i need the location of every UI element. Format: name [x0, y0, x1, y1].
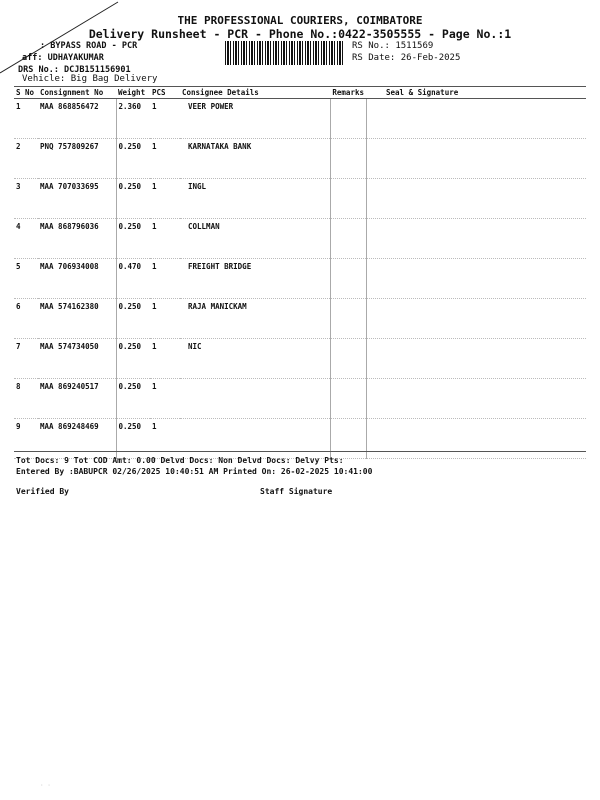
row-pcs: 1 — [150, 339, 180, 379]
row-sno: 1 — [14, 99, 38, 139]
row-consignee: VEER POWER — [180, 99, 330, 139]
col-header-consignment: Consignment No — [38, 87, 116, 99]
row-consignment-no: MAA 869248469 — [38, 419, 116, 459]
row-pcs: 1 — [150, 259, 180, 299]
row-remarks — [330, 379, 366, 419]
row-weight: 0.250 — [116, 179, 150, 219]
rs-date: RS Date: 26-Feb-2025 — [352, 53, 461, 63]
row-consignment-no: MAA 707033695 — [38, 179, 116, 219]
row-signature-cell — [366, 99, 586, 139]
rs-number: RS No.: 1511569 — [352, 41, 434, 51]
barcode — [225, 41, 345, 65]
row-signature-cell — [366, 179, 586, 219]
row-sno: 7 — [14, 339, 38, 379]
row-pcs: 1 — [150, 99, 180, 139]
table-row — [14, 99, 586, 139]
row-pcs: 1 — [150, 219, 180, 259]
row-sno: 3 — [14, 179, 38, 219]
table-header-row — [14, 87, 586, 99]
row-pcs: 1 — [150, 179, 180, 219]
row-signature-cell — [366, 339, 586, 379]
row-consignment-no: MAA 706934008 — [38, 259, 116, 299]
scan-speck: · · — [40, 782, 51, 789]
row-sno: 4 — [14, 219, 38, 259]
row-remarks — [330, 219, 366, 259]
runsheet-title: Delivery Runsheet - PCR - Phone No.:0422-3505555 - Page No.:1 — [88, 27, 512, 41]
table-row — [14, 219, 586, 259]
verified-by-label: Verified By — [16, 487, 69, 496]
staff-signature-label: Staff Signature — [260, 487, 333, 496]
row-remarks — [330, 99, 366, 139]
row-weight: 0.250 — [116, 379, 150, 419]
row-remarks — [330, 179, 366, 219]
row-consignment-no: MAA 869240517 — [38, 379, 116, 419]
col-header-consignee: Consignee Details — [180, 87, 330, 99]
row-signature-cell — [366, 219, 586, 259]
row-consignee: NIC — [180, 339, 330, 379]
col-header-sno: S No — [14, 87, 38, 99]
row-weight: 0.470 — [116, 259, 150, 299]
row-signature-cell — [366, 419, 586, 459]
row-remarks — [330, 139, 366, 179]
row-consignment-no: PNQ 757809267 — [38, 139, 116, 179]
row-signature-cell — [366, 379, 586, 419]
entered-by-line: Entered By :BABUPCR 02/26/2025 10:40:51 AM Printed On: 26-02-2025 10:41:00 — [16, 467, 373, 476]
col-header-seal-signature: Seal & Signature — [366, 87, 586, 99]
table-row — [14, 299, 586, 339]
row-remarks — [330, 339, 366, 379]
row-remarks — [330, 259, 366, 299]
vehicle-label: Vehicle: Big Bag Delivery — [22, 74, 158, 84]
drs-number: DRS No.: DCJB151156901 — [18, 65, 131, 75]
verified-by-signature-area — [14, 498, 44, 528]
row-remarks — [330, 299, 366, 339]
row-remarks — [330, 419, 366, 459]
col-header-weight: Weight — [116, 87, 150, 99]
table-row — [14, 139, 586, 179]
row-sno: 5 — [14, 259, 38, 299]
row-weight: 0.250 — [116, 419, 150, 459]
row-consignee: INGL — [180, 179, 330, 219]
row-weight: 2.360 — [116, 99, 150, 139]
row-consignee: COLLMAN — [180, 219, 330, 259]
row-consignment-no: MAA 868796036 — [38, 219, 116, 259]
row-sno: 2 — [14, 139, 38, 179]
row-pcs: 1 — [150, 379, 180, 419]
row-weight: 0.250 — [116, 219, 150, 259]
table-row — [14, 379, 586, 419]
col-header-remarks: Remarks — [330, 87, 366, 99]
row-consignee: RAJA MANICKAM — [180, 299, 330, 339]
table-row — [14, 179, 586, 219]
row-signature-cell — [366, 299, 586, 339]
row-weight: 0.250 — [116, 339, 150, 379]
totals-line: Tot Docs: 9 Tot COD Amt: 0.00 Delvd Docs: Non Delvd Docs: Delvy Pts: — [16, 456, 344, 465]
row-consignee: FREIGHT BRIDGE — [180, 259, 330, 299]
row-signature-cell — [366, 139, 586, 179]
row-consignee — [180, 419, 330, 459]
company-name: THE PROFESSIONAL COURIERS, COIMBATORE — [177, 14, 423, 27]
row-pcs: 1 — [150, 299, 180, 339]
row-consignment-no: MAA 868856472 — [38, 99, 116, 139]
row-signature-cell — [366, 259, 586, 299]
row-pcs: 1 — [150, 139, 180, 179]
row-pcs: 1 — [150, 419, 180, 459]
table-bottom-rule — [14, 451, 586, 452]
table-row — [14, 419, 586, 459]
row-weight: 0.250 — [116, 299, 150, 339]
runsheet-table — [14, 86, 586, 459]
staff-label: aff: UDHAYAKUMAR — [22, 53, 104, 63]
row-consignee — [180, 379, 330, 419]
branch-label: : BYPASS ROAD - PCR — [40, 41, 138, 51]
row-sno: 8 — [14, 379, 38, 419]
row-consignment-no: MAA 574162380 — [38, 299, 116, 339]
row-weight: 0.250 — [116, 139, 150, 179]
row-sno: 9 — [14, 419, 38, 459]
row-consignment-no: MAA 574734050 — [38, 339, 116, 379]
row-consignee: KARNATAKA BANK — [180, 139, 330, 179]
table-row — [14, 339, 586, 379]
col-header-pcs: PCS — [150, 87, 180, 99]
row-sno: 6 — [14, 299, 38, 339]
table-row — [14, 259, 586, 299]
